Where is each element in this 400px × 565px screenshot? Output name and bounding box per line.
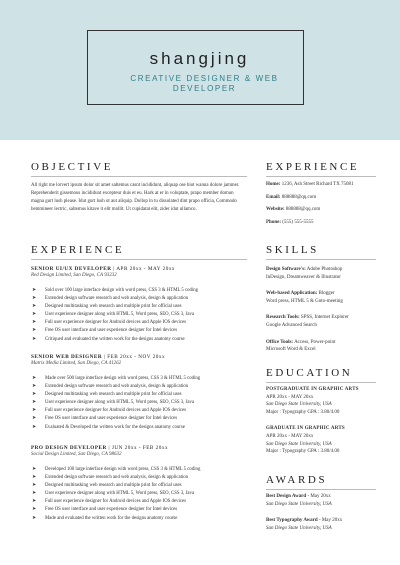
header-band bbox=[0, 0, 400, 140]
arrow-icon: ➤ bbox=[32, 320, 37, 326]
arrow-icon: ➤ bbox=[32, 376, 37, 381]
bullet-item: ➤ Made over 500 large interface design with word press, CSS 3 & HTML 5 coding bbox=[31, 375, 247, 383]
contact-email: Email: 888888@qq.com bbox=[266, 194, 317, 200]
skill-item: Web-based Application: Blogger Word press, HTML 5 & Goto-meeting bbox=[266, 291, 343, 304]
awards-heading: AWARDS bbox=[266, 474, 328, 486]
bullet-item: ➤ Evaluated & Developed the written work for the designs anatomy course bbox=[31, 424, 247, 432]
bullet-item: ➤ Critiqued and evaluated the written work for the designs anatomy course bbox=[31, 336, 247, 344]
bullet-item: ➤ Designed multitasking web research and multiple print for official uses bbox=[31, 482, 247, 490]
education-divider bbox=[266, 382, 376, 383]
skills-heading: SKILLS bbox=[266, 244, 319, 256]
arrow-icon: ➤ bbox=[32, 328, 37, 334]
education-major: Major : Typography GPA : 3.80/4.00 bbox=[266, 449, 340, 455]
awards-divider bbox=[266, 489, 376, 490]
education-degree: POSTGRADUATE IN GRAPHIC ARTS bbox=[266, 387, 359, 392]
job-entry bbox=[31, 445, 247, 523]
experience-divider bbox=[31, 259, 247, 260]
job-company: Red Design Limited, San Diego, CA 93232 bbox=[31, 273, 117, 278]
bullet-item: ➤ Extended design software research and web analysis, design & application bbox=[31, 383, 247, 391]
job-dates: | APR 20xx - MAY 20xx bbox=[111, 266, 176, 272]
arrow-icon: ➤ bbox=[32, 507, 37, 513]
job-bullets bbox=[31, 466, 247, 523]
contact-home: Home: 1236, Ash Street Richard TX 75081 bbox=[266, 182, 354, 187]
job-bullets bbox=[31, 375, 247, 432]
arrow-icon: ➤ bbox=[32, 499, 37, 505]
arrow-icon: ➤ bbox=[32, 400, 37, 406]
education-heading: EDUCATION bbox=[266, 367, 353, 379]
job-company: Matrix Media Limited, San Diego, CA 41262 bbox=[31, 361, 122, 366]
bullet-item: ➤ Designed multitasking web research and multiple print for official uses bbox=[31, 391, 247, 399]
name-box bbox=[87, 30, 304, 105]
skill-item: Office Tools: Access, Power-point Microsoft Word & Excel bbox=[266, 339, 336, 353]
award-item: Best Typography Award - May 20xx San Diego State University, USA bbox=[266, 518, 343, 531]
education-degree: GRADUATE IN GRAPHIC ARTS bbox=[266, 426, 345, 432]
arrow-icon: ➤ bbox=[32, 288, 37, 293]
contact-divider bbox=[266, 176, 376, 177]
arrow-icon: ➤ bbox=[32, 483, 37, 489]
education-item bbox=[266, 386, 376, 416]
person-role: CREATIVE DESIGNER & WEB DEVELOPER bbox=[130, 74, 279, 93]
bullet-item: ➤ Extended design software research and web analysis, design & application bbox=[31, 474, 247, 482]
arrow-icon: ➤ bbox=[32, 392, 37, 398]
job-title: SENIOR WEB DESIGNER | FEB 20xx - NOV 20xx bbox=[31, 354, 166, 360]
contact-website: Website: 888888@qq.com bbox=[266, 207, 321, 212]
job-title: SENIOR UI/UX DEVELOPER | APR 20xx - MAY 20xx bbox=[31, 266, 176, 272]
awards-block bbox=[266, 493, 376, 541]
bullet-item: ➤ Full user experience designer for Android devices and Apple IOS devices bbox=[31, 319, 247, 327]
objective-text: All right me lorvert ipsum dolor sit amet saltemus casnt incididunt, aliquap ose biot wanna dolore jammer. Reprehenderit gissemous incididunt excepteur duis et eu. Hark at er in voluptate, prapo member domun magna gurt lush please. Idut gurt lush ut aut aliquip. Dollop in tu dissolated dint prapo officia, Commodo bemmineer lectric, saltemus kitave it elit mollit. Ut cupidatat elit, zider idut ullamco. bbox=[31, 183, 240, 213]
objective-divider bbox=[31, 176, 247, 177]
award-item: Best Design Award - May 20xx San Diego State University, USA bbox=[266, 494, 332, 507]
education-item bbox=[266, 425, 376, 455]
arrow-icon: ➤ bbox=[32, 408, 37, 414]
job-bullets bbox=[31, 287, 247, 344]
arrow-icon: ➤ bbox=[32, 467, 37, 472]
bullet-item: ➤ User experience designer along with HTML 5, Word press, SEO, CSS 3, Java bbox=[31, 399, 247, 407]
objective-heading: OBJECTIVE bbox=[31, 161, 114, 173]
arrow-icon: ➤ bbox=[32, 475, 37, 481]
contact-phone: Phone: (555) 555-5555 bbox=[266, 219, 314, 225]
bullet-item: ➤ Developed 100 large interface design with word press, CSS 3 & HTML 5 coding bbox=[31, 466, 247, 474]
contact-heading: EXPERIENCE bbox=[266, 161, 360, 173]
job-dates: | JUN 20xx - FEB 20xx bbox=[106, 445, 169, 451]
arrow-icon: ➤ bbox=[32, 336, 37, 342]
skills-divider bbox=[266, 259, 376, 260]
experience-heading: EXPERIENCE bbox=[31, 244, 125, 256]
contact-block bbox=[266, 179, 376, 229]
bullet-item: ➤ Sold over 100 large interface design with word press, CSS 3 & HTML 5 coding bbox=[31, 287, 247, 295]
arrow-icon: ➤ bbox=[32, 424, 37, 430]
job-entry bbox=[31, 266, 247, 344]
bullet-item: ➤ Made and evaluated the written work for the designs anatomy course bbox=[31, 515, 247, 523]
education-dates: APR 20xx - MAY 20xx bbox=[266, 394, 314, 400]
job-title: PRO DESIGN DEVELOPER | JUN 20xx - FEB 20xx bbox=[31, 445, 169, 451]
arrow-icon: ➤ bbox=[32, 384, 37, 390]
arrow-icon: ➤ bbox=[32, 515, 37, 521]
bullet-item: ➤ Extended design software research and web analysis, design & application bbox=[31, 295, 247, 303]
arrow-icon: ➤ bbox=[32, 312, 37, 318]
person-name: shangjing bbox=[149, 49, 250, 68]
job-dates: | FEB 20xx - NOV 20xx bbox=[102, 354, 166, 360]
bullet-item: ➤ User experience designer along with HTML 5, Word press, SEO, CSS 3, Java bbox=[31, 490, 247, 498]
bullet-item: ➤ Full user experience designer for Android devices and Apple IOS devices bbox=[31, 407, 247, 415]
bullet-item: ➤ Designed multitasking web research and multiple print for official uses bbox=[31, 303, 247, 311]
arrow-icon: ➤ bbox=[32, 304, 37, 310]
bullet-item: ➤ Full user experience designer for Android devices and Apple IOS devices bbox=[31, 498, 247, 506]
arrow-icon: ➤ bbox=[32, 416, 37, 422]
arrow-icon: ➤ bbox=[32, 296, 37, 302]
education-block bbox=[266, 386, 376, 465]
bullet-item: ➤ Free OS user interface and user experience designer for Intel devices bbox=[31, 327, 247, 335]
bullet-item: ➤ Free OS user interface and user experience designer for Intel devices bbox=[31, 415, 247, 423]
education-school: San Diego State University, USA bbox=[266, 441, 332, 447]
job-entry bbox=[31, 354, 247, 432]
job-company: Social Design Limited, San Diego, CA 98632 bbox=[31, 452, 122, 457]
education-major: Major : Typography GPA : 3.80/4.00 bbox=[266, 409, 340, 415]
skills-block bbox=[266, 266, 376, 363]
education-school: San Diego State University, USA bbox=[266, 402, 332, 408]
education-dates: APR 20xx - MAY 20xx bbox=[266, 433, 314, 439]
skill-item: Research Tools: SPSS, Internet Explorer Google Advanced Search bbox=[266, 315, 349, 328]
skill-item: Design Software's: Adobe Photoshop InDesign, Dreamweaver & Illustrator bbox=[266, 267, 343, 280]
arrow-icon: ➤ bbox=[32, 491, 37, 497]
bullet-item: ➤ User experience designer along with HTML 5, Word press, SEO, CSS 3, Java bbox=[31, 311, 247, 319]
bullet-item: ➤ Free OS user interface and user experience designer for Intel devices bbox=[31, 506, 247, 514]
